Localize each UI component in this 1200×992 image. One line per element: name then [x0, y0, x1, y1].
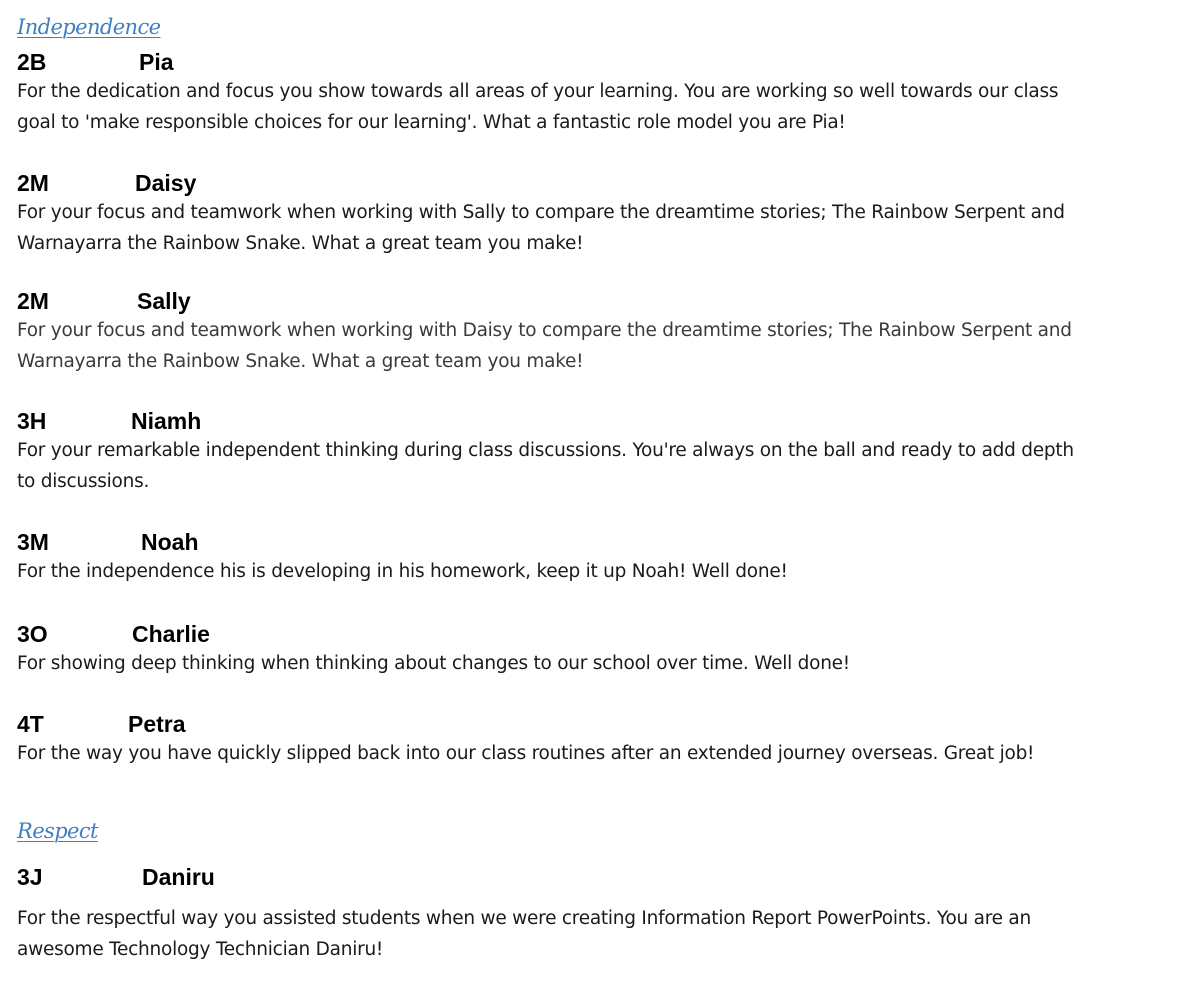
- award-citation: For the dedication and focus you show towards all areas of your learning. You are working so well towards our class goal to 'make responsible choices for our learning'. What a fantastic role model you are Pia!: [17, 81, 1059, 133]
- section-title-respect: Respect: [17, 819, 98, 843]
- student-name: Charlie: [132, 621, 210, 647]
- class-code: 3O: [17, 621, 48, 647]
- award-heading: [17, 710, 1187, 738]
- class-code: 2M: [17, 170, 49, 196]
- class-code: 3H: [17, 408, 47, 434]
- award-heading: [17, 48, 1187, 76]
- award-citation: For your focus and teamwork when working with Daisy to compare the dreamtime stories; The Rainbow Serpent and Warnayarra the Rainbow Snake. What a great team you make!: [17, 320, 1072, 372]
- award-heading: [17, 528, 1187, 556]
- student-name: Pia: [139, 49, 174, 75]
- award-citation: For the respectful way you assisted students when we were creating Information Report PowerPoints. You are an awesome Technology Technician Daniru!: [17, 908, 1031, 960]
- award-citation: For showing deep thinking when thinking about changes to our school over time. Well done!: [17, 653, 850, 674]
- class-code: 3J: [17, 864, 43, 890]
- award-heading: [17, 169, 1187, 197]
- award-entry: [17, 620, 1187, 679]
- award-entry: [17, 169, 1187, 259]
- award-citation: For your focus and teamwork when working with Sally to compare the dreamtime stories; The Rainbow Serpent and Warnayarra the Rainbow Snake. What a great team you make!: [17, 202, 1065, 254]
- section-title-independence: Independence: [17, 15, 161, 39]
- award-entry: [17, 710, 1187, 769]
- class-code: 4T: [17, 711, 44, 737]
- student-name: Niamh: [131, 408, 202, 434]
- award-heading: [17, 620, 1187, 648]
- award-heading: [17, 407, 1187, 435]
- award-citation: For the independence his is developing in his homework, keep it up Noah! Well done!: [17, 561, 788, 582]
- award-entry: [17, 528, 1187, 587]
- award-citation: For your remarkable independent thinking during class discussions. You're always on the ball and ready to add depth to discussions.: [17, 440, 1074, 492]
- student-name: Sally: [137, 288, 191, 314]
- student-name: Noah: [141, 529, 199, 555]
- student-name: Petra: [128, 711, 186, 737]
- award-entry: [17, 287, 1187, 377]
- student-name: Daisy: [135, 170, 197, 196]
- class-code: 3M: [17, 529, 49, 555]
- award-entry: [17, 407, 1187, 497]
- student-name: Daniru: [142, 864, 215, 890]
- award-heading: [17, 863, 1187, 891]
- award-entry: [17, 863, 1187, 965]
- award-citation: For the way you have quickly slipped back into our class routines after an extended journey overseas. Great job!: [17, 743, 1035, 764]
- class-code: 2M: [17, 288, 49, 314]
- award-heading: [17, 287, 1187, 315]
- class-code: 2B: [17, 49, 47, 75]
- award-entry: [17, 48, 1187, 138]
